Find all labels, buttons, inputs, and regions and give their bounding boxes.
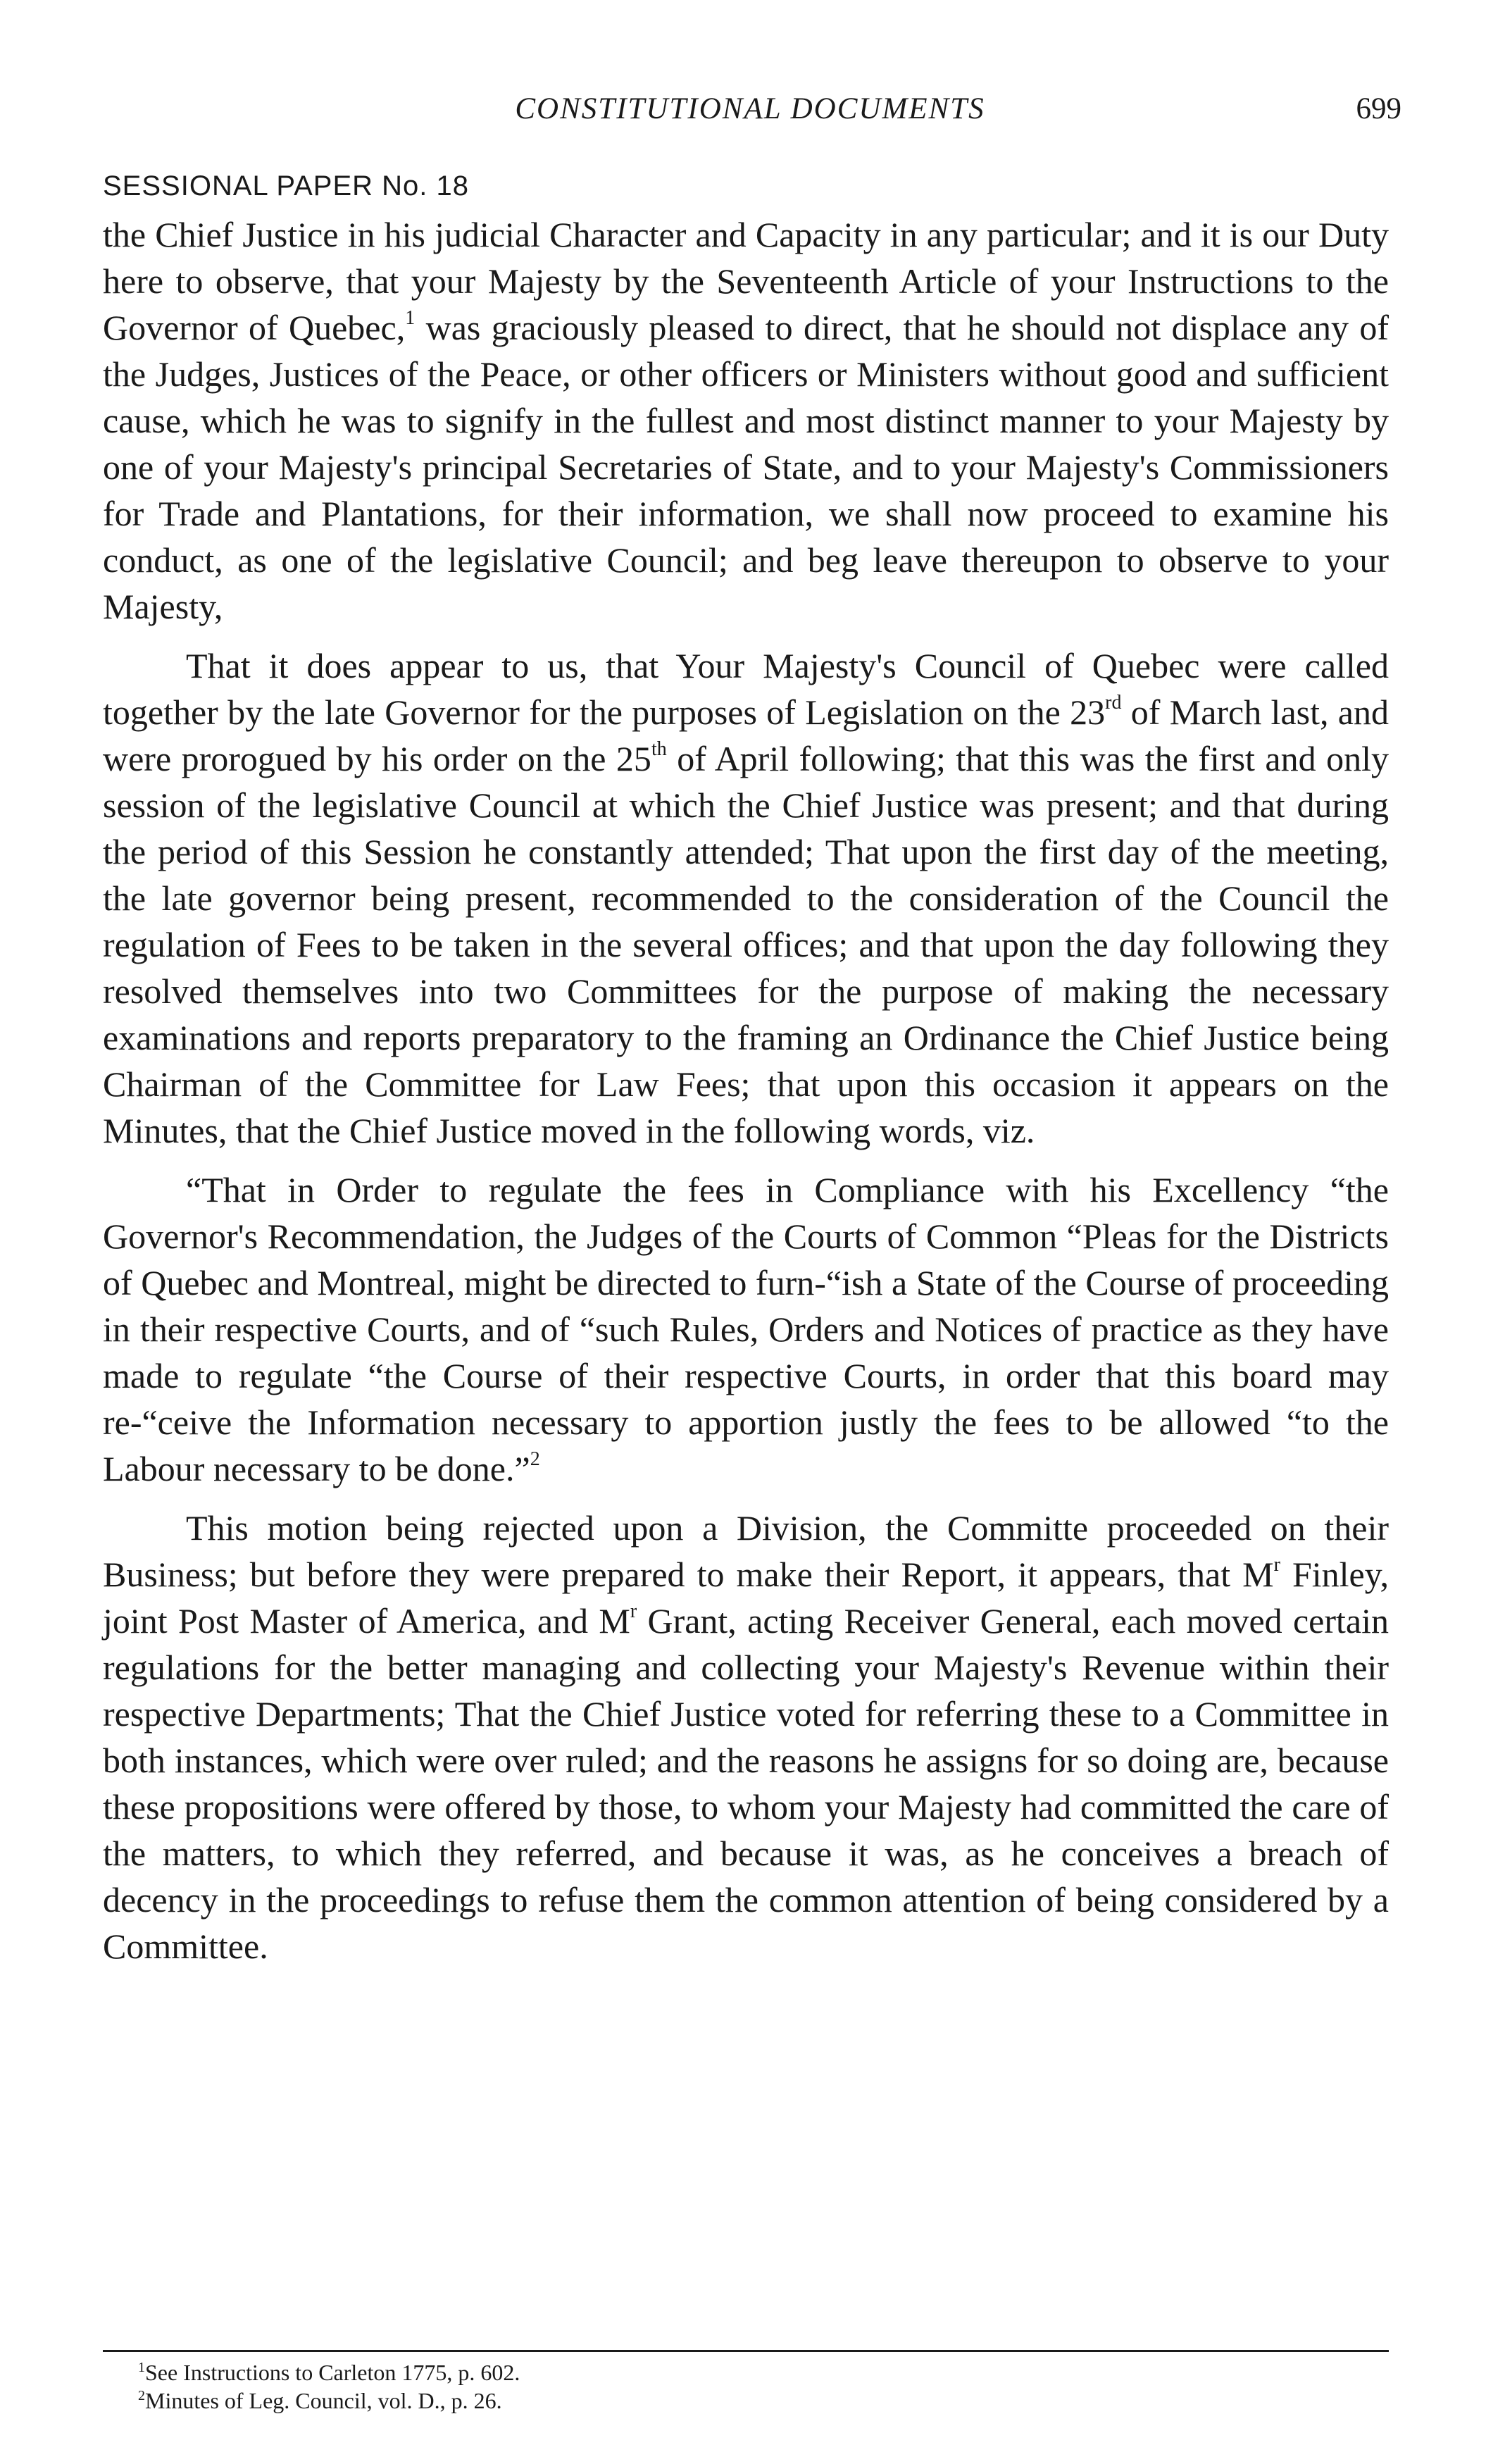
sessional-paper-label: SESSIONAL PAPER No. 18 — [103, 170, 469, 201]
text-run: This motion being rejected upon a Division, the Committe proceeded on their Business; but before they were prepared to make their Report, it appears, that M — [103, 1508, 1389, 1594]
text-run: the Chief Justice in his judicial Character and Capacity in any particular; and it is our Duty here to observe, that your Majesty by the Seventeenth Article of your Instructions to the Governor of Quebec, — [103, 215, 1389, 347]
text-run: was graciously pleased to direct, that he should not displace any of the Judges, Justices of the Peace, or other officers or Ministers without good and sufficient cause, which he was to signify in the fullest and most distinct manner to your Majesty by one of your Majesty's principal Secretaries of State, and to your Majesty's Commissioners for Trade and Plantations, for their information, we shall now proceed to examine his conduct, as one of the legislative Council; and beg leave thereupon to observe to your Majesty, — [103, 308, 1389, 626]
text-run: of April following; that this was the first and only session of the legislative Council at which the Chief Justice was present; and that during the period of this Session he constantly attended; That upon the first day of the meeting, the late governor being present, recommended to the consideration of the Council the regulation of Fees to be taken in the several offices; and that upon the day following they resolved themselves into two Committees for the purpose of making the necessary examinations and reports preparatory to the framing an Ordinance the Chief Justice being Chairman of the Committee for Law Fees; that upon this occasion it appears on the Minutes, that the Chief Justice moved in the following words, viz. — [103, 739, 1389, 1150]
running-title: CONSTITUTIONAL DOCUMENTS — [515, 92, 985, 125]
footnote-marker: 1 — [138, 2360, 145, 2375]
text-run: Grant, acting Receiver General, each moved certain regulations for the better managing and collecting your Majesty's Revenue within their respective Departments; That the Chief Justice voted for referring these to a Committee in both instances, which were over ruled; and the reasons he assigns for so doing are, because these propositions were offered by those, to whom your Majesty had committed the care of the matters, to which they referred, and because it was, as he conceives a breach of decency in the proceedings to refuse them the common attention of being considered by a Committee. — [103, 1601, 1390, 1966]
superscript: r — [630, 1600, 637, 1622]
superscript: th — [651, 738, 667, 760]
paragraph — [103, 1505, 1389, 1970]
footnote — [138, 2387, 520, 2415]
text-run: “That in Order to regulate the fees in Compliance with his Excellency “the Governor's Recommendation, the Judges of the Courts of Common “Pleas for the Districts of Quebec and Montreal, might be directed to furn-“ish a State of the Course of proceeding in their respective Courts, and of “such Rules, Orders and Notices of practice as they have made to regulate “the Course of their respective Courts, in order that this board may re-“ceive the Information necessary to apportion justly the fees to be allowed “to the Labour necessary to be done.” — [103, 1170, 1389, 1488]
superscript: r — [1273, 1554, 1280, 1576]
superscript: 1 — [405, 307, 416, 329]
paragraph — [103, 211, 1389, 630]
paragraph — [103, 642, 1389, 1154]
superscript: 2 — [530, 1448, 540, 1470]
paragraph — [103, 1166, 1389, 1492]
running-head — [99, 92, 1401, 134]
footnote-text: Minutes of Leg. Council, vol. D., p. 26. — [145, 2388, 502, 2413]
body-text — [103, 211, 1389, 1982]
footnotes — [138, 2358, 520, 2415]
text-run: That it does appear to us, that Your Majesty's Council of Quebec were called together by the late Governor for the purposes of Legislation on the 23 — [103, 646, 1389, 732]
footnote-divider — [103, 2350, 1389, 2352]
text-run: Finley, joint Post Master of America, and M — [103, 1555, 1389, 1641]
page-number: 699 — [1356, 92, 1401, 125]
superscript: rd — [1105, 692, 1122, 714]
footnote — [138, 2358, 520, 2387]
footnote-marker: 2 — [138, 2388, 145, 2403]
footnote-text: See Instructions to Carleton 1775, p. 602. — [145, 2360, 520, 2385]
text-run: of March last, and were prorogued by his order on the 25 — [103, 692, 1389, 778]
